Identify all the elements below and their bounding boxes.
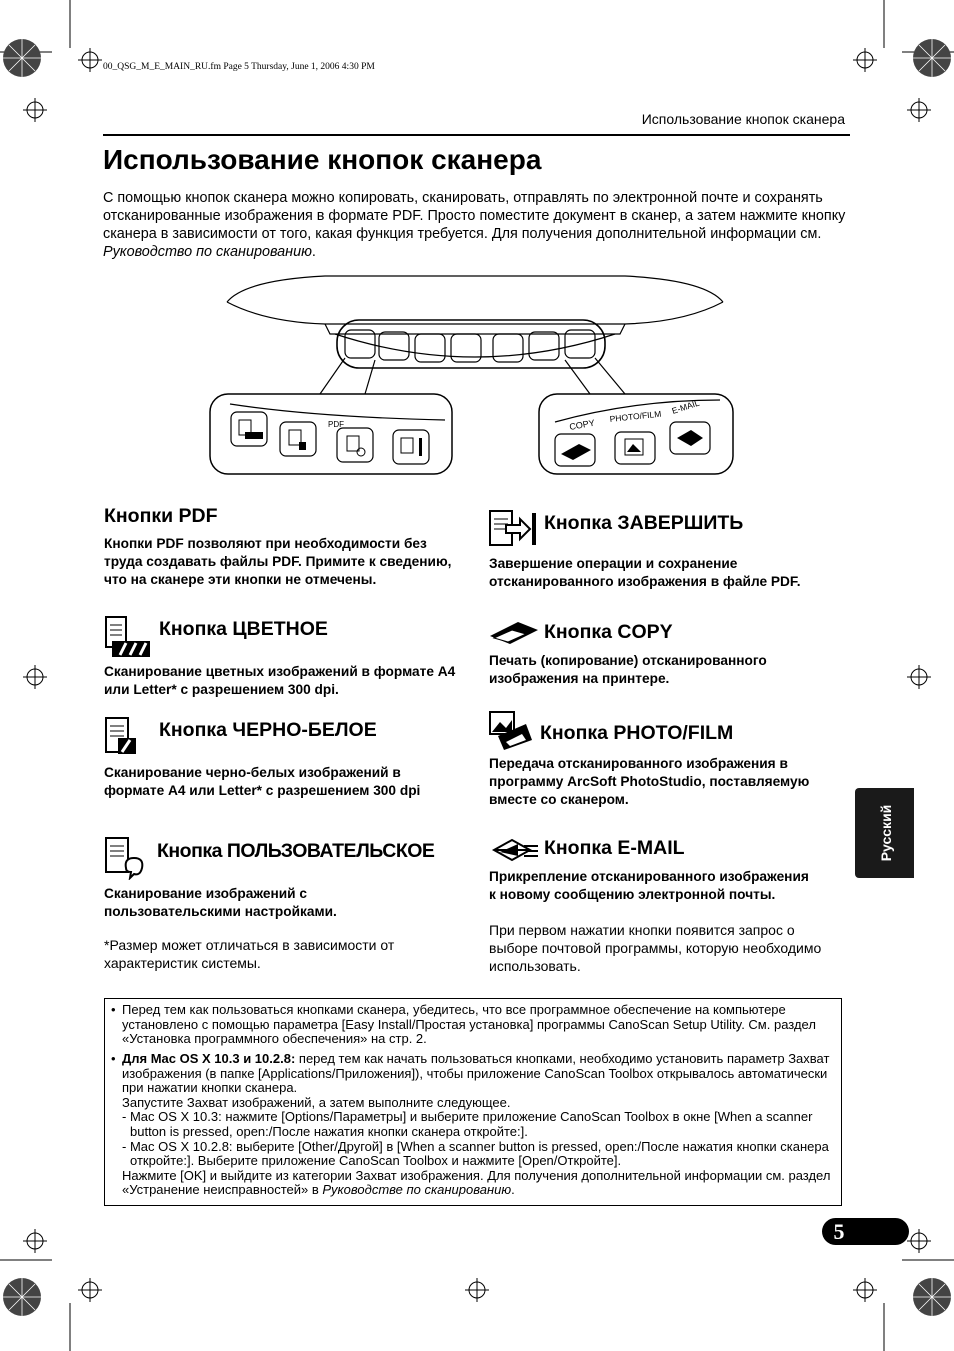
- pdf-custom-button-shape: [415, 334, 445, 362]
- intro-end: .: [311, 244, 316, 260]
- page-title: Использование кнопок сканера: [103, 144, 542, 175]
- note-item-2: [111, 1052, 831, 1198]
- finish-document-icon: [488, 509, 538, 547]
- intro-manual-ref: Руководство по сканированию: [103, 244, 312, 260]
- pdf-bw-button-shape: [379, 332, 409, 360]
- figure-pdf-label: PDF: [328, 420, 344, 429]
- registration-target: [853, 1278, 877, 1302]
- finish-button-heading: Кнопка ЗАВЕРШИТЬ: [544, 512, 744, 534]
- bw-button-text: Сканирование черно-белых изображений в формате A4 или Letter* с разрешением 300 dpi: [104, 765, 421, 798]
- language-tab: [855, 788, 914, 878]
- copy-button-text: Печать (копирование) отсканированного изображения на принтере.: [489, 653, 767, 686]
- email-button-text: При первом нажатии кнопки появится запрос о выборе почтовой программы, которую необходимо использовать.: [489, 922, 822, 974]
- color-button-heading: Кнопка ЦВЕТНОЕ: [159, 618, 328, 640]
- note-last-text: Нажмите [OK] и выйдите из категории Захват изображения. Для получения дополнительной информации см. раздел «Устранение неисправностей» в: [122, 1167, 831, 1198]
- color-document-icon: [104, 615, 152, 659]
- registration-target: [23, 1229, 47, 1253]
- photo-button-text: Передача отсканированного изображения в программу ArcSoft PhotoStudio, поставляемую вместе со сканером.: [489, 756, 810, 807]
- intro-paragraph: [103, 189, 848, 261]
- photo-button-shape: [529, 332, 559, 360]
- registration-target: [23, 98, 47, 122]
- scanner-buttons-figure: [205, 272, 740, 480]
- intro-text: С помощью кнопок сканера можно копировать, сканировать, отправлять по электронной почте и сохранять отсканированные изображения в формате PDF. Просто поместите документ в сканер, а затем нажмите кнопку сканера в зависимости от того, какая функция требуется. Для получения дополнительной информации см.: [103, 190, 846, 242]
- language-tab-label: Русский: [878, 804, 894, 862]
- note-subitem-2: - Mac OS X 10.2.8: выберите [Other/Другой] в [When a scanner button is pressed, open:/После нажатия кнопки сканера откройте:]. Выберите приложение CanoScan Toolbox и нажмите [Open/Откройте].: [122, 1138, 829, 1169]
- bullet: •: [111, 1051, 116, 1066]
- page-number: 5: [833, 1219, 845, 1244]
- figure-photo-label: PHOTO/FILM: [609, 408, 662, 424]
- note-item-1-text: Перед тем как пользоваться кнопками сканера, убедитесь, что все программное обеспечение на компьютере установлено с помощью параметра [Easy Install/Простая установка] программы CanoScan Setup Utility. См. раздел «Установка программного обеспечения» на стр. 2.: [122, 1002, 816, 1047]
- note-item-2-title: Для Mac OS X 10.3 и 10.2.8:: [122, 1051, 296, 1066]
- bw-button-heading: Кнопка ЧЕРНО-БЕЛОЕ: [159, 719, 377, 741]
- custom-button-heading: Кнопка ПОЛЬЗОВАТЕЛЬСКОЕ: [157, 840, 435, 862]
- note-subitem-1: - Mac OS X 10.3: нажмите [Options/Параметры] и выберите приложение CanoScan Toolbox в окне [When a scanner button is pressed, open:/После нажатия кнопки сканера откройте:].: [122, 1109, 813, 1139]
- print-info: 00_QSG_M_E_MAIN_RU.fm Page 5 Thursday, June 1, 2006 4:30 PM: [103, 62, 375, 72]
- copy-button-shape: [493, 334, 523, 362]
- custom-document-icon: [104, 836, 148, 880]
- custom-button-text: Сканирование изображений с пользовательскими настройками.: [104, 886, 337, 919]
- photo-film-icon: [488, 710, 534, 750]
- pdf-buttons-text: Кнопки PDF позволяют при необходимости без труда создавать файлы PDF. Примите к сведению, что на сканере эти кнопки не отмечены.: [104, 536, 452, 587]
- email-button-bold-text: Прикрепление отсканированного изображения к новому сообщению электронной почты.: [489, 869, 809, 902]
- registration-target: [78, 1278, 102, 1302]
- scanner-body-outline: [227, 276, 723, 302]
- copy-printer-icon: [488, 618, 540, 646]
- email-button-heading: Кнопка E-MAIL: [544, 837, 685, 859]
- bullet: •: [111, 1002, 116, 1017]
- registration-target: [78, 48, 102, 72]
- figure-copy-label: COPY: [568, 417, 596, 432]
- figure-email-label: E-MAIL: [670, 397, 701, 416]
- running-head: Использование кнопок сканера: [641, 111, 845, 127]
- note-manual-ref: Руководстве по сканированию: [322, 1182, 512, 1198]
- note-item-2-text: перед тем как начать пользоваться кнопками, необходимо установить параметр Захват изображения (в папке [Applications/Приложения]), чтобы приложение CanoScan Toolbox открывалось автоматически при нажатии кнопки сканера.: [122, 1051, 830, 1096]
- color-button-text: Сканирование цветных изображений в формате A4 или Letter* с разрешением 300 dpi.: [104, 664, 456, 697]
- finish-button-text: Завершение операции и сохранение отсканированного изображения в файле PDF.: [489, 556, 801, 589]
- email-envelope-icon: [488, 836, 540, 864]
- registration-target: [907, 98, 931, 122]
- note-last-end: .: [511, 1182, 515, 1198]
- note-item-2-line2: Запустите Захват изображений, а затем выполните следующее.: [122, 1094, 511, 1110]
- page-number-badge: [822, 1218, 909, 1245]
- registration-target: [907, 1229, 931, 1253]
- copy-button-heading: Кнопка COPY: [544, 621, 673, 643]
- pdf-buttons-heading: Кнопки PDF: [104, 505, 218, 527]
- bw-document-icon: [104, 716, 140, 756]
- header-rule: [103, 134, 850, 136]
- note-item-1: [111, 1003, 831, 1047]
- registration-target: [465, 1278, 489, 1302]
- registration-target: [907, 665, 931, 689]
- pdf-finish-button-shape: [451, 334, 481, 362]
- registration-target: [23, 665, 47, 689]
- size-footnote: *Размер может отличаться в зависимости от характеристик системы.: [104, 937, 395, 971]
- photo-button-heading: Кнопка PHOTO/FILM: [540, 722, 734, 744]
- note-box: [104, 998, 842, 1206]
- registration-target: [853, 48, 877, 72]
